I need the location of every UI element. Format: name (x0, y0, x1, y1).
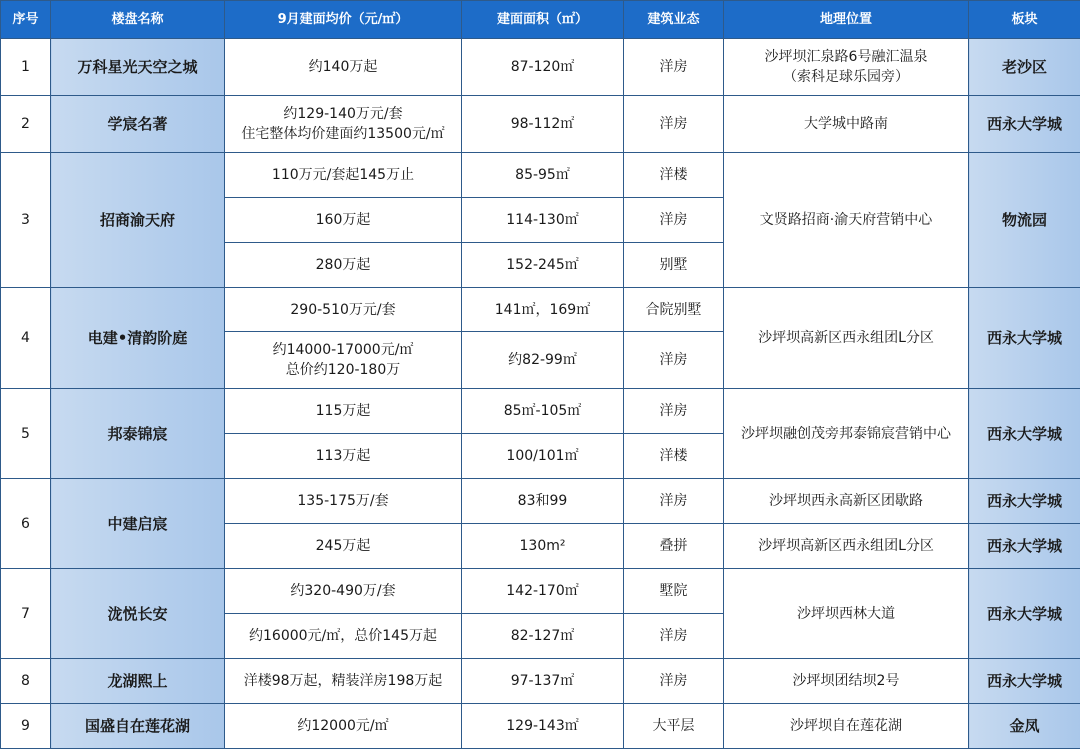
table-row (1, 96, 1080, 153)
type-cell: 洋楼 (624, 434, 724, 479)
header-price: 9月建面均价（元/㎡） (225, 1, 462, 39)
region-cell: 西永大学城 (969, 389, 1080, 479)
location-cell: 沙坪坝西林大道 (724, 569, 969, 659)
area-cell: 82-127㎡ (462, 614, 624, 659)
header-name: 楼盘名称 (51, 1, 225, 39)
location-cell: 文贤路招商·渝天府营销中心 (724, 153, 969, 288)
price-cell: 约320-490万/套 (225, 569, 462, 614)
location-cell: 沙坪坝团结坝2号 (724, 659, 969, 704)
price-cell: 约16000元/㎡，总价145万起 (225, 614, 462, 659)
table-row (1, 288, 1080, 332)
area-cell: 130m² (462, 524, 624, 569)
price-cell (225, 332, 462, 389)
type-cell: 墅院 (624, 569, 724, 614)
price-cell: 135-175万/套 (225, 479, 462, 524)
price-cell: 290-510万元/套 (225, 288, 462, 332)
row-seq: 2 (1, 96, 51, 153)
price-line: 约129-140万元/套 (283, 106, 403, 122)
region-cell: 西永大学城 (969, 524, 1080, 569)
project-name: 龙湖熙上 (51, 659, 225, 704)
price-cell: 约12000元/㎡ (225, 704, 462, 749)
type-cell: 洋房 (624, 479, 724, 524)
type-cell: 叠拼 (624, 524, 724, 569)
region-cell: 西永大学城 (969, 569, 1080, 659)
location-line: 沙坪坝汇泉路6号融汇温泉 (764, 49, 928, 65)
price-cell: 115万起 (225, 389, 462, 434)
row-seq: 3 (1, 153, 51, 288)
type-cell: 洋房 (624, 389, 724, 434)
type-cell: 洋楼 (624, 153, 724, 198)
type-cell: 洋房 (624, 198, 724, 243)
price-cell: 280万起 (225, 243, 462, 288)
area-cell: 约82-99㎡ (462, 332, 624, 389)
project-name: 万科星光天空之城 (51, 39, 225, 96)
header-row (1, 1, 1080, 39)
type-cell: 洋房 (624, 614, 724, 659)
price-line: 住宅整体均价建面约13500元/㎡ (241, 126, 445, 142)
header-location: 地理位置 (724, 1, 969, 39)
type-cell: 大平层 (624, 704, 724, 749)
project-name: 招商渝天府 (51, 153, 225, 288)
price-cell: 110万元/套起145万止 (225, 153, 462, 198)
area-cell: 100/101㎡ (462, 434, 624, 479)
row-seq: 9 (1, 704, 51, 749)
area-cell: 85㎡-105㎡ (462, 389, 624, 434)
project-name: 学宸名著 (51, 96, 225, 153)
type-cell: 洋房 (624, 39, 724, 96)
project-name: 邦泰锦宸 (51, 389, 225, 479)
region-cell: 老沙区 (969, 39, 1080, 96)
region-cell: 西永大学城 (969, 288, 1080, 389)
area-cell: 129-143㎡ (462, 704, 624, 749)
price-cell: 160万起 (225, 198, 462, 243)
area-cell: 98-112㎡ (462, 96, 624, 153)
area-cell: 114-130㎡ (462, 198, 624, 243)
type-cell: 洋房 (624, 659, 724, 704)
header-type: 建筑业态 (624, 1, 724, 39)
area-cell: 141㎡，169㎡ (462, 288, 624, 332)
row-seq: 4 (1, 288, 51, 389)
region-cell: 金凤 (969, 704, 1080, 749)
table-row (1, 479, 1080, 524)
region-cell: 西永大学城 (969, 96, 1080, 153)
location-cell: 沙坪坝西永高新区团歇路 (724, 479, 969, 524)
region-cell: 西永大学城 (969, 659, 1080, 704)
area-cell: 85-95㎡ (462, 153, 624, 198)
table-row (1, 39, 1080, 96)
location-cell: 沙坪坝高新区西永组团L分区 (724, 524, 969, 569)
header-region: 板块 (969, 1, 1080, 39)
row-seq: 8 (1, 659, 51, 704)
price-line: 约14000-17000元/㎡ (272, 342, 414, 358)
price-cell (225, 96, 462, 153)
region-cell: 物流园 (969, 153, 1080, 288)
type-cell: 合院别墅 (624, 288, 724, 332)
table-row (1, 659, 1080, 704)
type-cell: 别墅 (624, 243, 724, 288)
table-row (1, 569, 1080, 614)
row-seq: 1 (1, 39, 51, 96)
table-row (1, 704, 1080, 749)
header-area: 建面面积（㎡） (462, 1, 624, 39)
type-cell: 洋房 (624, 332, 724, 389)
area-cell: 83和99 (462, 479, 624, 524)
location-cell: 沙坪坝自在莲花湖 (724, 704, 969, 749)
price-cell: 113万起 (225, 434, 462, 479)
location-cell (724, 39, 969, 96)
area-cell: 87-120㎡ (462, 39, 624, 96)
header-seq: 序号 (1, 1, 51, 39)
row-seq: 5 (1, 389, 51, 479)
project-name: 泷悦长安 (51, 569, 225, 659)
project-name: 电建•清韵阶庭 (51, 288, 225, 389)
price-cell: 约140万起 (225, 39, 462, 96)
area-cell: 142-170㎡ (462, 569, 624, 614)
region-cell: 西永大学城 (969, 479, 1080, 524)
location-cell: 沙坪坝高新区西永组团L分区 (724, 288, 969, 389)
project-name: 中建启宸 (51, 479, 225, 569)
row-seq: 7 (1, 569, 51, 659)
location-line: （索科足球乐园旁） (783, 69, 909, 85)
project-name: 国盛自在莲花湖 (51, 704, 225, 749)
area-cell: 97-137㎡ (462, 659, 624, 704)
type-cell: 洋房 (624, 96, 724, 153)
price-cell: 洋楼98万起，精装洋房198万起 (225, 659, 462, 704)
price-cell: 245万起 (225, 524, 462, 569)
row-seq: 6 (1, 479, 51, 569)
location-cell: 沙坪坝融创茂旁邦泰锦宸营销中心 (724, 389, 969, 479)
table-row (1, 389, 1080, 434)
price-line: 总价约120-180万 (285, 362, 401, 378)
area-cell: 152-245㎡ (462, 243, 624, 288)
table-row (1, 153, 1080, 198)
location-cell: 大学城中路南 (724, 96, 969, 153)
